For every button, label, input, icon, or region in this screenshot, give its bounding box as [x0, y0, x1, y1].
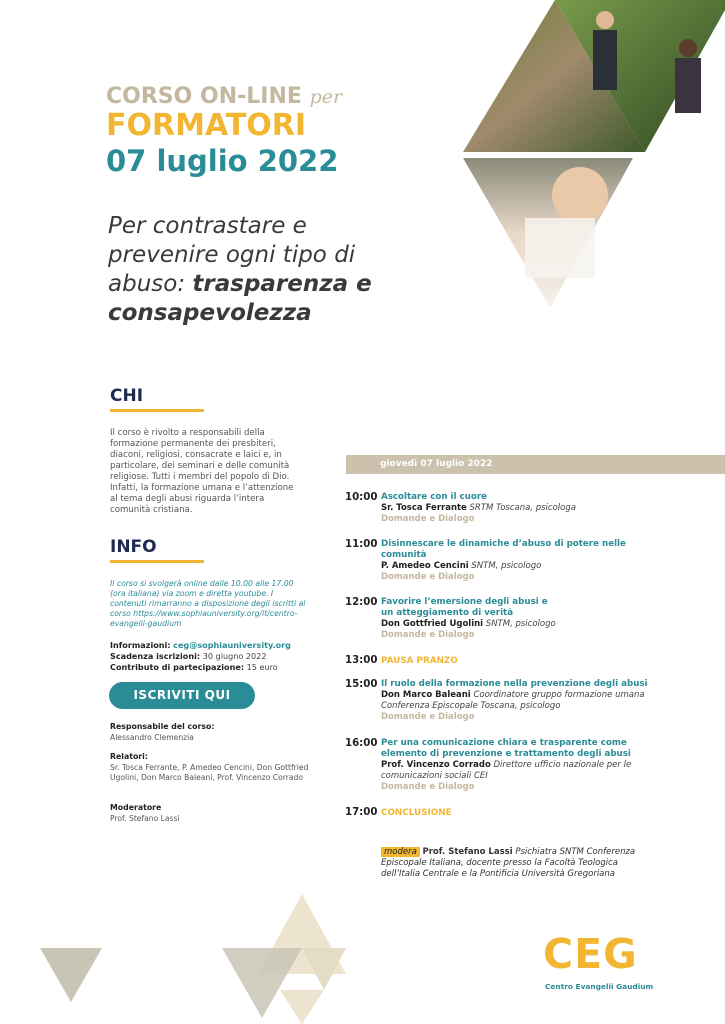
- moderator-note: [381, 847, 641, 880]
- pope-robe: [525, 218, 595, 278]
- decor-triangle-3: [222, 948, 302, 1018]
- formatori-heading: FORMATORI: [106, 108, 307, 143]
- slot-speaker-line: [381, 503, 681, 514]
- slot-speaker: Prof. Vincenzo Corrado: [381, 760, 491, 770]
- slot-dialog: Domande e Dialogo: [381, 514, 475, 524]
- slot: [381, 738, 651, 793]
- moderatore-label: Moderatore: [110, 803, 162, 812]
- slot: [381, 539, 651, 583]
- slot-dialog: Domande e Dialogo: [381, 572, 475, 582]
- email-link[interactable]: ceg@sophiauniversity.org: [173, 640, 291, 650]
- responsabile-value: Alessandro Clemenzia: [110, 733, 194, 742]
- slot-role: SNTM, psicologo: [471, 561, 542, 571]
- course-label: [106, 84, 342, 109]
- slot-time: 13:00: [345, 655, 378, 666]
- slot-time: 16:00: [345, 738, 378, 749]
- slot-role: Direttore ufficio nazionale per le comunicazioni sociali CEI: [381, 760, 632, 781]
- lunch-break: PAUSA PRANZO: [381, 656, 458, 666]
- slot-title: Per una comunicazione chiara e trasparente come elemento di prevenzione e trattamento degli abusi: [381, 738, 631, 759]
- slot-time: 12:00: [345, 597, 378, 608]
- slot-title: Favorire l’emersione degli abusi e un atteggiamento di verità: [381, 597, 548, 618]
- person-1-body: [593, 30, 617, 90]
- schedule-day: giovedì 07 luglio 2022: [380, 459, 493, 469]
- slot-speaker: Sr. Tosca Ferrante: [381, 503, 467, 513]
- slot-time: 10:00: [345, 492, 378, 503]
- slot-dialog: Domande e Dialogo: [381, 782, 475, 792]
- modera-role: Psichiatra SNTM Conferenza Episcopale Italiana, docente presso la Facoltà Teologica dell’Italia Centrale e la Pontificia Università Gregoriana: [381, 847, 636, 879]
- scadenza-value: 30 giugno 2022: [202, 651, 267, 661]
- chi-text: Il corso è rivolto a responsabili della formazione permanente dei presbiteri, diaconi, religiosi, consacrate e laici e, in particolare, dei seminari e delle comunità religiose. Tutti i membri del popolo di Dio. Infatti, la formazione umana e l’attenzione al tema degli abusi riguarda l’intera comunità cristiana.: [110, 428, 294, 515]
- decor-triangle-5: [280, 990, 324, 1024]
- slot-role: SRTM Toscana, psicologa: [469, 503, 576, 513]
- slot-time: 17:00: [345, 807, 378, 818]
- subtitle-bold: trasparenza e consapevolezza: [108, 271, 372, 326]
- responsabile-label: Responsabile del corso:: [110, 722, 215, 731]
- slot-speaker-line: [381, 760, 651, 782]
- slot-time: 11:00: [345, 539, 378, 550]
- person-1: [596, 11, 614, 29]
- chi-title: CHI: [110, 386, 144, 406]
- slot-speaker-line: [381, 561, 651, 572]
- info-deadline: [110, 651, 310, 662]
- course-online: CORSO ON-LINE: [106, 84, 302, 109]
- photo-collage: [455, 0, 725, 315]
- info-contact: [110, 640, 310, 651]
- chi-underline: [110, 409, 204, 412]
- ceg-logo-name: Centro Evangelii Gaudium: [545, 982, 654, 991]
- slot: [381, 597, 556, 641]
- slot-dialog: Domande e Dialogo: [381, 630, 475, 640]
- slot-speaker-line: [381, 619, 556, 630]
- relatori-label: Relatori:: [110, 752, 148, 761]
- contributo-value: 15 euro: [246, 662, 278, 672]
- slot-title: Disinnescare le dinamiche d’abuso di potere nelle comunità: [381, 539, 626, 560]
- modera-name: Prof. Stefano Lassi: [422, 847, 513, 857]
- info-underline: [110, 560, 204, 563]
- slot: [381, 492, 681, 525]
- slot-title: Il ruolo della formazione nella prevenzione degli abusi: [381, 679, 648, 689]
- conclusion: CONCLUSIONE: [381, 808, 452, 818]
- slot-speaker-line: [381, 690, 651, 712]
- slot-title: Ascoltare con il cuore: [381, 492, 487, 502]
- slot-speaker: Don Gottfried Ugolini: [381, 619, 484, 629]
- course-subtitle: [108, 212, 408, 328]
- relatori-value: Sr. Tosca Ferrante, P. Amedeo Cencini, Don Gottfried Ugolini, Don Marco Baleani, Prof. Vincenzo Corrado: [110, 763, 309, 782]
- slot-speaker: Don Marco Baleani: [381, 690, 471, 700]
- informazioni-label: Informazioni:: [110, 640, 171, 650]
- pope-face: [552, 167, 608, 223]
- decor-triangles: [40, 890, 370, 1024]
- slot-speaker: P. Amedeo Cencini: [381, 561, 469, 571]
- person-2: [679, 39, 697, 57]
- schedule-date-band: [346, 455, 725, 474]
- slot: [381, 679, 651, 723]
- info-fee: [110, 662, 310, 673]
- contributo-label: Contributo di partecipazione:: [110, 662, 245, 672]
- modera-tag: modera: [381, 847, 420, 857]
- slot-time: 15:00: [345, 679, 378, 690]
- info-title: INFO: [110, 537, 157, 557]
- slot-role: SNTM, psicologo: [485, 619, 556, 629]
- scadenza-label: Scadenza iscrizioni:: [110, 651, 201, 661]
- moderatore-value: Prof. Stefano Lassi: [110, 814, 180, 823]
- register-button[interactable]: ISCRIVITI QUI: [109, 682, 255, 709]
- slot-role: Coordinatore gruppo formazione umana Conferenza Episcopale Toscana, psicologo: [381, 690, 645, 711]
- slot-dialog: Domande e Dialogo: [381, 712, 475, 722]
- ceg-logo: CEG: [543, 930, 638, 978]
- course-date: 07 luglio 2022: [106, 144, 339, 178]
- person-2-body: [675, 58, 701, 113]
- course-per: per: [309, 86, 343, 108]
- subtitle-text: Per contrastare e prevenire ogni tipo di abuso:: [108, 213, 356, 297]
- decor-triangle-1: [40, 948, 102, 1002]
- info-description: Il corso si svolgerà online dalle 10.00 alle 17.00 (ora italiana) via zoom e diretta youtube. I contenuti rimarranno a disposizione degli iscritti al corso https://www.sophiauniversity.org/it/centro-evangelii-gaudium: [110, 579, 306, 628]
